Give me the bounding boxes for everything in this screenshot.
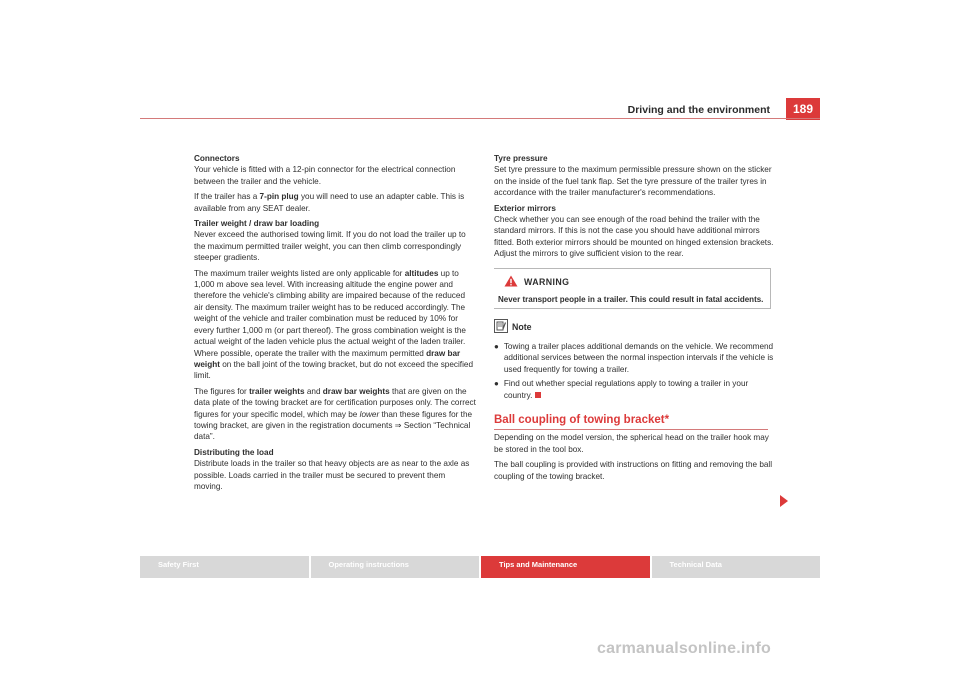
text-run: altitudes [404,268,439,278]
ball-coupling-paragraph-2: The ball coupling is provided with instructions on fitting and removing the ball coupling of the towing bracket. [494,460,773,481]
exterior-mirrors-heading: Exterior mirrors [494,203,556,213]
footer-tab-tips-and-maintenance[interactable]: Tips and Maintenance [481,556,650,578]
text-run: draw bar weights [322,386,390,396]
text-run: you will need to use an adapter cable. This is available from any SEAT dealer. [194,192,465,213]
end-of-section-icon [535,392,541,398]
connectors-paragraph-2 [194,191,476,214]
page-number-badge: 189 [786,98,820,120]
text-run: that are given on the data plate of the towing bracket are for certification purposes only. The correct figures for your specific model, which may be [194,386,476,419]
text-run: than these figures for the towing bracket, are given in the registration documents ⇒ Section “Technical data”. [194,409,473,442]
tyre-pressure-paragraph: Set tyre pressure to the maximum permissible pressure shown on the sticker on the inside of the fuel tank flap. Set the tyre pressure of the trailer tyres in accordance with the trailer manufacturer's recommendations. [494,165,772,198]
text-run: up to 1,000 m above sea level. With increasing altitude the engine power and therefore the vehicle's climbing ability are impaired because of the reduced air density. The maximum trailer weight has to be reduced accordingly. The weight of the vehicle and trailer combination must be reduced by 10% for every further 1,000 m (or part thereof). The gross combination weight is the actual weight of the laden vehicle plus the actual weight of the laden trailer. Where possible, operate the trailer with the maximum permitted [194,268,466,358]
text-run: on the ball joint of the towing bracket, but do not exceed the specified limit. [194,359,474,381]
text-run: trailer weights [249,386,305,396]
warning-text: Never transport people in a trailer. This could result in fatal accidents. [498,295,764,305]
text-run: lower [359,409,380,419]
right-column [494,153,774,486]
left-column [194,153,476,496]
distributing-load-heading: Distributing the load [194,447,274,457]
text-run: 7-pin plug [259,192,299,202]
trailer-weight-paragraph-1: Never exceed the authorised towing limit. If you do not load the trailer up to the maximum permitted trailer weight, you can then climb correspondingly steeper gradients. [194,230,466,263]
note-item-text: Towing a trailer places additional demands on the vehicle. We recommend additional services between the normal inspection intervals if the vehicle is used frequently for towing a trailer. [503,341,774,374]
text-run: and [304,386,323,396]
header-divider [140,118,820,119]
exterior-mirrors-paragraph: Check whether you can see enough of the road behind the trailer with the standard mirrors. If this is not the case you should have additional mirrors fitted. Both exterior mirrors should be mounted on hinged extension brackets. Adjust the mirrors to give sufficient vision to the rear. [494,215,774,259]
ball-coupling-paragraph-1: Depending on the model version, the spherical head on the trailer hook may be stored in the tool box. [494,433,769,454]
note-icon [494,319,508,336]
warning-triangle-icon [504,275,518,290]
trailer-weight-paragraph-2 [194,268,476,382]
trailer-weight-paragraph-3 [194,386,476,443]
warning-box [494,268,771,310]
footer-tab-safety-first[interactable]: Safety First [140,556,309,578]
page-header-title: Driving and the environment [627,104,770,116]
warning-title: WARNING [524,276,570,287]
note-item [494,378,774,401]
footer-tab-technical-data[interactable]: Technical Data [652,556,821,578]
bullet-icon: ● [494,379,499,389]
text-run: The figures for [194,386,250,396]
footer-tab-operating-instructions[interactable]: Operating instructions [311,556,480,578]
connectors-heading: Connectors [194,154,240,163]
ball-coupling-section-heading: Ball coupling of towing bracket* [494,415,768,430]
note-item [494,341,774,375]
warning-header [504,275,766,290]
text-run: The maximum trailer weights listed are only applicable for [194,268,405,278]
note-item-text [504,378,774,401]
bullet-icon: ● [494,341,499,351]
text-run: draw bar weight [194,348,461,369]
connectors-paragraph-1: Your vehicle is fitted with a 12-pin connector for the electrical connection between the trailer and the vehicle. [194,165,456,186]
watermark: carmanualsonline.info [597,640,772,657]
next-page-arrow-icon[interactable] [780,495,788,507]
text-run: If the trailer has a [194,192,260,202]
distributing-load-paragraph: Distribute loads in the trailer so that heavy objects are as near to the axle as possible. Loads carried in the trailer must be secured to prevent them moving. [194,459,470,491]
text-run: Find out whether special regulations apply to towing a trailer in your country. [503,379,749,400]
trailer-weight-heading: Trailer weight / draw bar loading [194,219,320,229]
note-header [494,319,774,336]
tyre-pressure-heading: Tyre pressure [494,154,548,163]
note-title: Note [512,322,532,333]
footer-nav [140,556,820,578]
